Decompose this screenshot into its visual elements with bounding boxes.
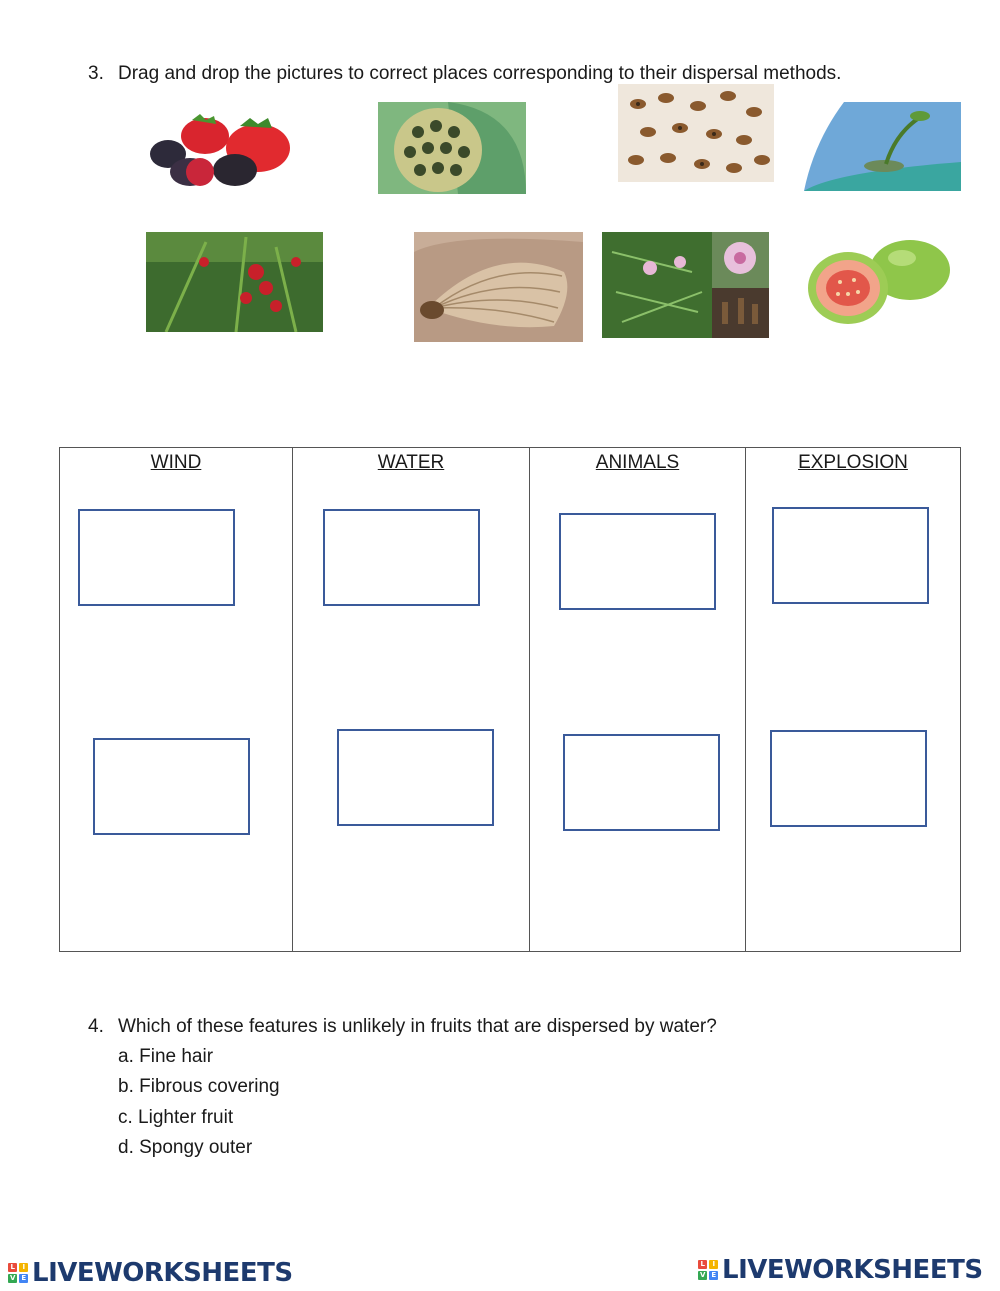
drop-zone-animals-1[interactable] <box>559 513 716 610</box>
question-3-number: 3. <box>88 63 104 84</box>
drop-zone-wind-2[interactable] <box>93 738 250 835</box>
drop-zone-explosion-1[interactable] <box>772 507 929 604</box>
liveworksheets-logo-left <box>8 1258 293 1288</box>
column-divider <box>529 448 530 951</box>
picture-seeds[interactable] <box>618 84 774 182</box>
picture-lotus[interactable] <box>378 102 526 194</box>
picture-guava[interactable] <box>804 236 952 326</box>
picture-mangrove[interactable] <box>804 102 961 191</box>
column-header-wind: WIND <box>150 452 202 473</box>
question-4-text: Which of these features is unlikely in fruits that are dispersed by water? <box>118 1016 717 1037</box>
column-divider <box>292 448 293 951</box>
liveworksheets-brand-text: LIVEWORKSHEETS <box>32 1258 293 1288</box>
dispersal-table <box>59 447 961 952</box>
drop-zone-water-2[interactable] <box>337 729 494 826</box>
question-4-number: 4. <box>88 1016 104 1037</box>
column-header-animals: ANIMALS <box>595 452 680 473</box>
option-a: a. Fine hair <box>118 1046 214 1067</box>
drop-zone-explosion-2[interactable] <box>770 730 927 827</box>
picture-berries[interactable] <box>140 112 300 192</box>
picture-maple[interactable] <box>414 232 583 342</box>
picture-balsam[interactable] <box>146 232 323 332</box>
column-header-water: WATER <box>377 452 445 473</box>
column-divider <box>745 448 746 951</box>
liveworksheets-mark-icon: L I V E <box>698 1260 718 1280</box>
option-c: c. Lighter fruit <box>118 1107 234 1128</box>
drop-zone-animals-2[interactable] <box>563 734 720 831</box>
liveworksheets-mark-icon: L I V E <box>8 1263 28 1283</box>
option-d: d. Spongy outer <box>118 1137 253 1158</box>
drop-zone-wind-1[interactable] <box>78 509 235 606</box>
question-3-text: Drag and drop the pictures to correct places corresponding to their dispersal methods. <box>118 63 842 84</box>
liveworksheets-brand-text: LIVEWORKSHEETS <box>722 1255 983 1285</box>
drop-zone-water-1[interactable] <box>323 509 480 606</box>
option-b: b. Fibrous covering <box>118 1076 280 1097</box>
liveworksheets-logo-right <box>698 1255 983 1285</box>
picture-mimosa[interactable] <box>602 232 769 338</box>
column-header-explosion: EXPLOSION <box>798 452 908 473</box>
